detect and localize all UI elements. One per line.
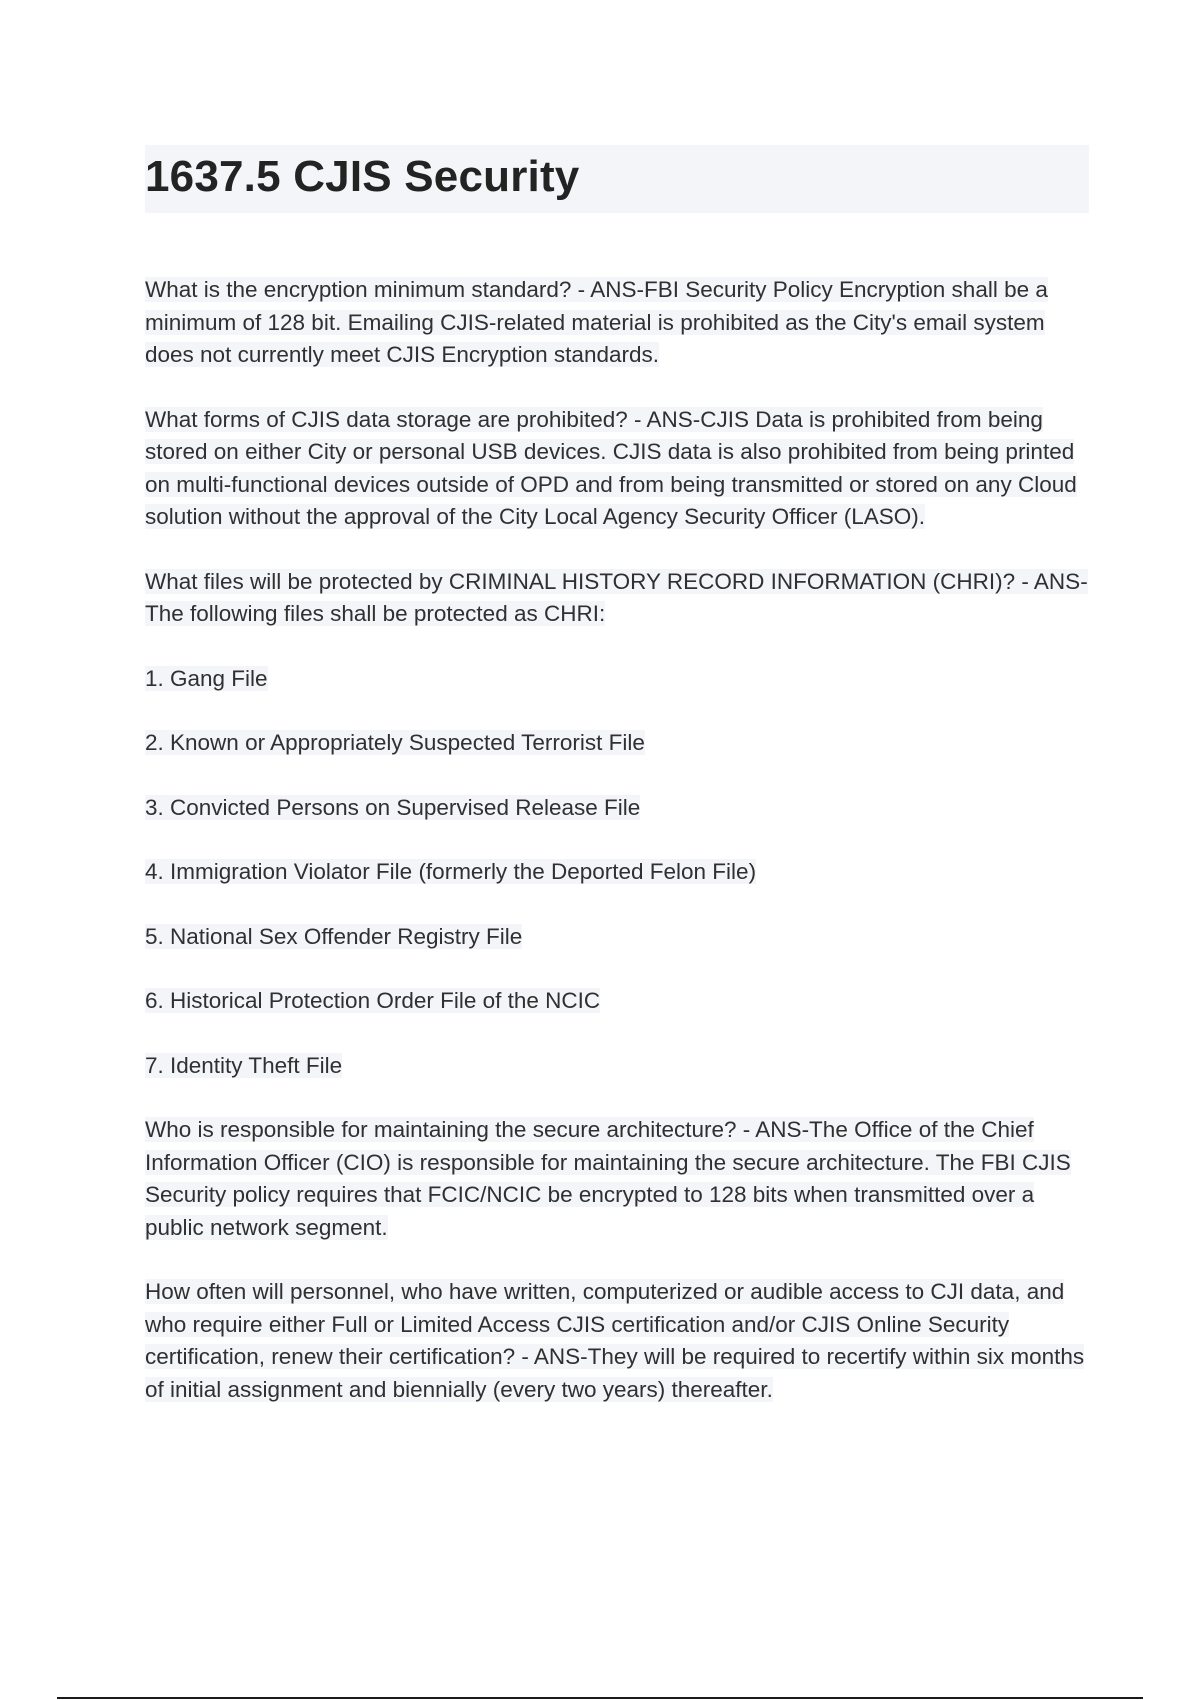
paragraph-text: What forms of CJIS data storage are prohibited? - ANS-CJIS Data is prohibited from being stored on either City or personal USB devices. CJIS data is also prohibited from being printed on multi-functional devices outside of OPD and from being transmitted or stored on any Cloud solution without the approval of the City Local Agency Security Officer (LASO). <box>145 406 1077 529</box>
list-item: 5. National Sex Offender Registry File <box>145 923 523 949</box>
list-item: 3. Convicted Persons on Supervised Release File <box>145 794 641 820</box>
list-item: 1. Gang File <box>145 665 268 691</box>
qa-paragraph-encryption <box>145 274 1089 372</box>
qa-paragraph-certification <box>145 1276 1089 1406</box>
document-body <box>145 274 1089 1438</box>
qa-paragraph-architecture <box>145 1114 1089 1244</box>
paragraph-text: Who is responsible for maintaining the secure architecture? - ANS-The Office of the Chief Information Officer (CIO) is responsible for maintaining the secure architecture. The FBI CJIS Security policy requires that FCIC/NCIC be encrypted to 128 bits when transmitted over a public network segment. <box>145 1117 1071 1240</box>
list-item: 6. Historical Protection Order File of the NCIC <box>145 988 601 1013</box>
paragraph-text: How often will personnel, who have written, computerized or audible access to CJI data, and who require either Full or Limited Access CJIS certification and/or CJIS Online Security certification, renew their certification? - ANS-They will be required to recertify within six months of initial assignment and biennially (every two years) thereafter. <box>145 1279 1085 1402</box>
title-block <box>145 145 1089 213</box>
qa-paragraph-storage <box>145 404 1089 534</box>
page-title: 1637.5 CJIS Security <box>145 152 580 201</box>
list-item: 7. Identity Theft File <box>145 1052 343 1078</box>
footer-divider <box>57 1697 1143 1699</box>
list-item: 2. Known or Appropriately Suspected Terrorist File <box>145 730 645 755</box>
list-item: 4. Immigration Violator File (formerly the Deported Felon File) <box>145 859 757 884</box>
paragraph-text: What is the encryption minimum standard? - ANS-FBI Security Policy Encryption shall be a minimum of 128 bit. Emailing CJIS-related material is prohibited as the City's email system does not currently meet CJIS Encryption standards. <box>145 277 1048 367</box>
qa-paragraph-chri <box>145 566 1089 631</box>
paragraph-text: What files will be protected by CRIMINAL HISTORY RECORD INFORMATION (CHRI)? - ANS-The following files shall be protected as CHRI: <box>145 568 1088 626</box>
